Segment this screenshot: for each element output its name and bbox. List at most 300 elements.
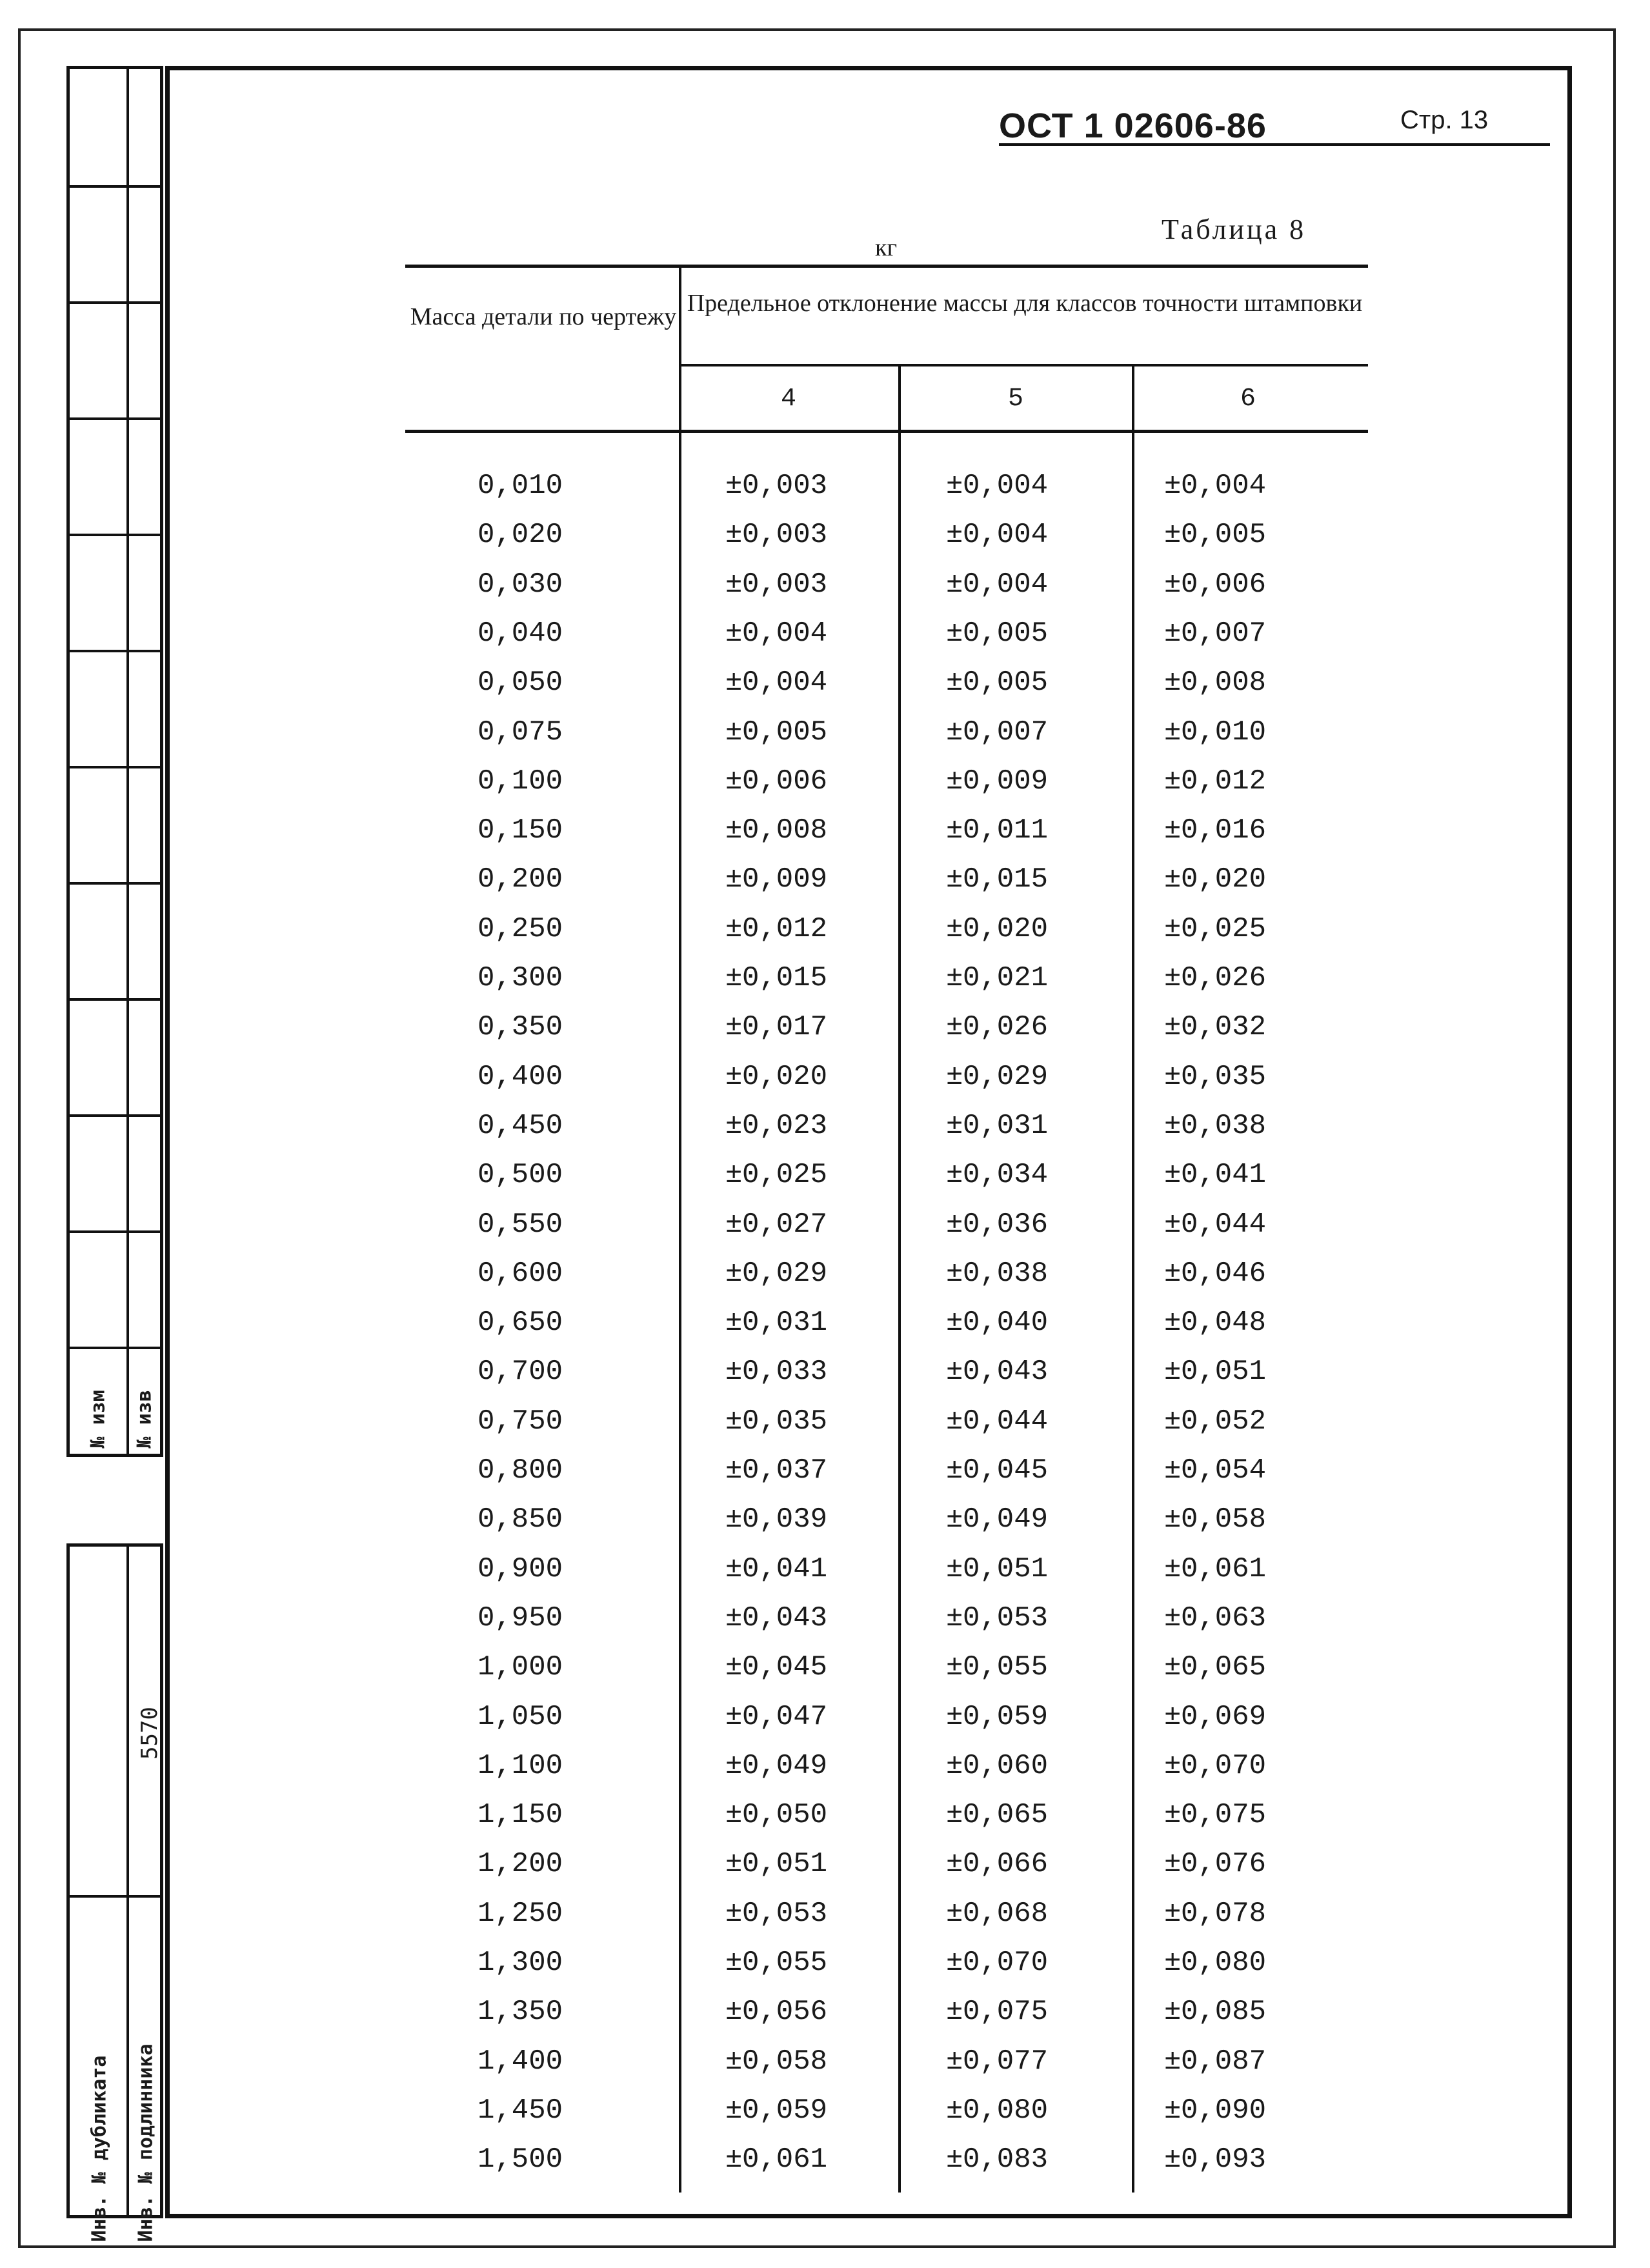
plus-minus-sign: ± bbox=[725, 1848, 743, 1881]
deviation-number: 0,035 bbox=[742, 1405, 828, 1438]
plus-minus-sign: ± bbox=[725, 2045, 743, 2078]
plus-minus-sign: ± bbox=[725, 716, 743, 748]
mass-value: 0,040 bbox=[478, 617, 563, 650]
table-row bbox=[0, 1200, 1650, 1249]
deviation-value-c5 bbox=[946, 1840, 1048, 1889]
deviation-value-c6 bbox=[1164, 757, 1266, 806]
deviation-number: 0,004 bbox=[963, 519, 1049, 552]
mass-value: 1,100 bbox=[478, 1749, 563, 1782]
deviation-number: 0,034 bbox=[963, 1159, 1049, 1192]
deviation-number: 0,003 bbox=[742, 470, 828, 502]
deviation-number: 0,077 bbox=[963, 2045, 1049, 2078]
deviation-value-c4 bbox=[725, 461, 827, 510]
table-row bbox=[0, 1003, 1650, 1052]
deviation-value-c5 bbox=[946, 1003, 1048, 1052]
mass-value: 0,075 bbox=[478, 716, 563, 748]
deviation-number: 0,093 bbox=[1181, 2143, 1267, 2176]
deviation-number: 0,068 bbox=[963, 1897, 1049, 1930]
deviation-number: 0,038 bbox=[1181, 1109, 1267, 1142]
deviation-value-c5 bbox=[946, 1446, 1048, 1495]
plus-minus-sign: ± bbox=[1164, 1356, 1182, 1389]
plus-minus-sign: ± bbox=[946, 1552, 963, 1585]
deviation-value-c6 bbox=[1164, 461, 1266, 510]
plus-minus-sign: ± bbox=[1164, 2143, 1182, 2176]
deviation-value-c4 bbox=[725, 560, 827, 609]
plus-minus-sign: ± bbox=[946, 1454, 963, 1487]
table-row bbox=[0, 1987, 1650, 2036]
table-top-rule bbox=[405, 265, 1368, 268]
plus-minus-sign: ± bbox=[946, 1307, 963, 1340]
deviation-number: 0,020 bbox=[742, 1060, 828, 1093]
deviation-value-c6 bbox=[1164, 1741, 1266, 1791]
deviation-value-c4 bbox=[725, 510, 827, 559]
deviation-number: 0,009 bbox=[963, 765, 1049, 798]
deviation-number: 0,003 bbox=[742, 568, 828, 601]
mass-value: 0,010 bbox=[478, 470, 563, 502]
table-row bbox=[0, 2086, 1650, 2135]
deviation-value-c4 bbox=[725, 905, 827, 954]
deviation-value-c5 bbox=[946, 1052, 1048, 1101]
plus-minus-sign: ± bbox=[1164, 2045, 1182, 2078]
mass-value: 0,700 bbox=[478, 1356, 563, 1389]
deviation-value-c4 bbox=[725, 1692, 827, 1741]
deviation-value-c6 bbox=[1164, 1840, 1266, 1889]
deviation-value-c5 bbox=[946, 1987, 1048, 2036]
plus-minus-sign: ± bbox=[1164, 1947, 1182, 1979]
deviation-value-c4 bbox=[725, 1003, 827, 1052]
deviation-number: 0,075 bbox=[1181, 1799, 1267, 1832]
table-row bbox=[0, 1741, 1650, 1791]
plus-minus-sign: ± bbox=[1164, 814, 1182, 847]
deviation-value-c5 bbox=[946, 855, 1048, 904]
plus-minus-sign: ± bbox=[725, 1405, 743, 1438]
deviation-value-c6 bbox=[1164, 2037, 1266, 2086]
mass-column-header: Масса детали по чертежу bbox=[410, 303, 677, 330]
deviation-value-c6 bbox=[1164, 1298, 1266, 1347]
deviation-number: 0,070 bbox=[1181, 1749, 1267, 1782]
deviation-number: 0,069 bbox=[1181, 1700, 1267, 1733]
deviation-number: 0,050 bbox=[742, 1799, 828, 1832]
deviation-value-c6 bbox=[1164, 1052, 1266, 1101]
table-row bbox=[0, 1446, 1650, 1495]
deviation-number: 0,005 bbox=[742, 716, 828, 748]
deviation-number: 0,063 bbox=[1181, 1601, 1267, 1634]
plus-minus-sign: ± bbox=[725, 765, 743, 798]
plus-minus-sign: ± bbox=[946, 765, 963, 798]
mass-value: 0,020 bbox=[478, 519, 563, 552]
mass-value: 0,650 bbox=[478, 1307, 563, 1340]
plus-minus-sign: ± bbox=[1164, 1601, 1182, 1634]
deviation-number: 0,020 bbox=[963, 912, 1049, 945]
deviation-value-c4 bbox=[725, 1052, 827, 1101]
plus-minus-sign: ± bbox=[946, 617, 963, 650]
unit-label: кг bbox=[875, 234, 898, 261]
deviation-number: 0,031 bbox=[742, 1307, 828, 1340]
mass-value: 0,100 bbox=[478, 765, 563, 798]
mass-value: 0,850 bbox=[478, 1503, 563, 1536]
deviation-value-c4 bbox=[725, 1889, 827, 1938]
deviation-value-c4 bbox=[725, 2086, 827, 2135]
deviation-value-c4 bbox=[725, 708, 827, 757]
table-row bbox=[0, 2135, 1650, 2184]
plus-minus-sign: ± bbox=[946, 1700, 963, 1733]
deviation-number: 0,008 bbox=[742, 814, 828, 847]
table-row bbox=[0, 510, 1650, 559]
table-row bbox=[0, 1545, 1650, 1594]
plus-minus-sign: ± bbox=[1164, 1011, 1182, 1044]
deviation-value-c4 bbox=[725, 609, 827, 658]
deviation-value-c5 bbox=[946, 708, 1048, 757]
deviation-value-c5 bbox=[946, 1791, 1048, 1840]
plus-minus-sign: ± bbox=[725, 1060, 743, 1093]
deviation-number: 0,065 bbox=[1181, 1651, 1267, 1684]
mass-value: 0,030 bbox=[478, 568, 563, 601]
deviation-number: 0,017 bbox=[742, 1011, 828, 1044]
plus-minus-sign: ± bbox=[725, 1159, 743, 1192]
deviation-value-c6 bbox=[1164, 1003, 1266, 1052]
plus-minus-sign: ± bbox=[725, 1897, 743, 1930]
table-row bbox=[0, 905, 1650, 954]
deviation-number: 0,041 bbox=[742, 1552, 828, 1585]
table-row bbox=[0, 1150, 1650, 1199]
deviation-number: 0,006 bbox=[1181, 568, 1267, 601]
table-row bbox=[0, 658, 1650, 707]
original-inventory-number: 5570 bbox=[137, 1707, 163, 1760]
mass-value: 1,450 bbox=[478, 2094, 563, 2127]
deviation-value-c6 bbox=[1164, 560, 1266, 609]
deviation-value-c6 bbox=[1164, 954, 1266, 1003]
deviation-value-c4 bbox=[725, 1840, 827, 1889]
deviation-number: 0,005 bbox=[963, 617, 1049, 650]
class-6-header: 6 bbox=[1240, 385, 1256, 414]
mass-value: 0,400 bbox=[478, 1060, 563, 1093]
plus-minus-sign: ± bbox=[725, 1307, 743, 1340]
plus-minus-sign: ± bbox=[946, 519, 963, 552]
plus-minus-sign: ± bbox=[725, 814, 743, 847]
deviation-number: 0,010 bbox=[1181, 716, 1267, 748]
table-row bbox=[0, 1397, 1650, 1446]
deviation-value-c5 bbox=[946, 658, 1048, 707]
deviation-number: 0,036 bbox=[963, 1208, 1049, 1241]
deviation-number: 0,058 bbox=[742, 2045, 828, 2078]
deviation-number: 0,065 bbox=[963, 1799, 1049, 1832]
deviation-value-c6 bbox=[1164, 1446, 1266, 1495]
deviation-number: 0,076 bbox=[1181, 1848, 1267, 1881]
plus-minus-sign: ± bbox=[725, 1552, 743, 1585]
deviation-number: 0,006 bbox=[742, 765, 828, 798]
mass-value: 0,750 bbox=[478, 1405, 563, 1438]
deviation-number: 0,029 bbox=[742, 1257, 828, 1290]
deviation-number: 0,003 bbox=[742, 519, 828, 552]
deviation-number: 0,037 bbox=[742, 1454, 828, 1487]
plus-minus-sign: ± bbox=[946, 863, 963, 896]
deviation-value-c5 bbox=[946, 461, 1048, 510]
deviation-number: 0,051 bbox=[1181, 1356, 1267, 1389]
plus-minus-sign: ± bbox=[725, 1503, 743, 1536]
deviation-number: 0,054 bbox=[1181, 1454, 1267, 1487]
deviation-number: 0,047 bbox=[742, 1700, 828, 1733]
mass-value: 0,200 bbox=[478, 863, 563, 896]
plus-minus-sign: ± bbox=[725, 1651, 743, 1684]
plus-minus-sign: ± bbox=[1164, 765, 1182, 798]
deviation-number: 0,005 bbox=[1181, 519, 1267, 552]
plus-minus-sign: ± bbox=[946, 1109, 963, 1142]
deviation-number: 0,066 bbox=[963, 1848, 1049, 1881]
deviation-number: 0,016 bbox=[1181, 814, 1267, 847]
plus-minus-sign: ± bbox=[1164, 1996, 1182, 2029]
plus-minus-sign: ± bbox=[1164, 1799, 1182, 1832]
deviation-number: 0,087 bbox=[1181, 2045, 1267, 2078]
plus-minus-sign: ± bbox=[725, 1454, 743, 1487]
deviation-number: 0,083 bbox=[963, 2143, 1049, 2176]
plus-minus-sign: ± bbox=[946, 1257, 963, 1290]
deviation-number: 0,026 bbox=[963, 1011, 1049, 1044]
plus-minus-sign: ± bbox=[946, 2094, 963, 2127]
original-inventory-label: Инв. № подлинника bbox=[134, 2043, 157, 2242]
plus-minus-sign: ± bbox=[1164, 2094, 1182, 2127]
deviation-value-c4 bbox=[725, 1741, 827, 1791]
table-row bbox=[0, 1298, 1650, 1347]
deviation-value-c6 bbox=[1164, 708, 1266, 757]
plus-minus-sign: ± bbox=[946, 1897, 963, 1930]
deviation-number: 0,070 bbox=[963, 1947, 1049, 1979]
deviation-number: 0,061 bbox=[1181, 1552, 1267, 1585]
plus-minus-sign: ± bbox=[1164, 1109, 1182, 1142]
mass-value: 1,500 bbox=[478, 2143, 563, 2176]
deviation-number: 0,029 bbox=[963, 1060, 1049, 1093]
duplicate-inventory-label: Инв. № дубликата bbox=[88, 2055, 111, 2242]
deviation-value-c6 bbox=[1164, 1692, 1266, 1741]
deviation-value-c4 bbox=[725, 1397, 827, 1446]
mass-value: 1,000 bbox=[478, 1651, 563, 1684]
deviation-number: 0,025 bbox=[1181, 912, 1267, 945]
plus-minus-sign: ± bbox=[725, 2143, 743, 2176]
table-row bbox=[0, 1594, 1650, 1643]
plus-minus-sign: ± bbox=[946, 1651, 963, 1684]
deviation-value-c6 bbox=[1164, 806, 1266, 855]
header-underline bbox=[999, 143, 1550, 146]
deviation-number: 0,080 bbox=[1181, 1947, 1267, 1979]
deviation-value-c5 bbox=[946, 2037, 1048, 2086]
plus-minus-sign: ± bbox=[1164, 1651, 1182, 1684]
deviation-value-c5 bbox=[946, 757, 1048, 806]
deviation-value-c5 bbox=[946, 2086, 1048, 2135]
deviation-number: 0,038 bbox=[963, 1257, 1049, 1290]
header-bottom-rule bbox=[405, 430, 1368, 433]
deviation-number: 0,049 bbox=[742, 1749, 828, 1782]
deviation-value-c5 bbox=[946, 1594, 1048, 1643]
plus-minus-sign: ± bbox=[725, 568, 743, 601]
plus-minus-sign: ± bbox=[725, 1799, 743, 1832]
deviation-number: 0,055 bbox=[742, 1947, 828, 1979]
plus-minus-sign: ± bbox=[1164, 1749, 1182, 1782]
deviation-number: 0,080 bbox=[963, 2094, 1049, 2127]
plus-minus-sign: ± bbox=[725, 1947, 743, 1979]
deviation-value-c4 bbox=[725, 855, 827, 904]
deviation-value-c4 bbox=[725, 954, 827, 1003]
deviation-number: 0,053 bbox=[963, 1601, 1049, 1634]
mass-value: 1,350 bbox=[478, 1996, 563, 2029]
plus-minus-sign: ± bbox=[725, 1700, 743, 1733]
table-row bbox=[0, 461, 1650, 510]
plus-minus-sign: ± bbox=[946, 1208, 963, 1241]
plus-minus-sign: ± bbox=[725, 1749, 743, 1782]
plus-minus-sign: ± bbox=[946, 1159, 963, 1192]
plus-minus-sign: ± bbox=[1164, 1208, 1182, 1241]
deviation-number: 0,059 bbox=[742, 2094, 828, 2127]
plus-minus-sign: ± bbox=[946, 814, 963, 847]
plus-minus-sign: ± bbox=[1164, 1552, 1182, 1585]
deviation-number: 0,039 bbox=[742, 1503, 828, 1536]
deviation-value-c4 bbox=[725, 1938, 827, 1987]
table-row bbox=[0, 1347, 1650, 1396]
plus-minus-sign: ± bbox=[946, 667, 963, 699]
mass-value: 0,900 bbox=[478, 1552, 563, 1585]
deviation-value-c6 bbox=[1164, 1987, 1266, 2036]
deviation-number: 0,058 bbox=[1181, 1503, 1267, 1536]
deviation-value-c5 bbox=[946, 1495, 1048, 1544]
plus-minus-sign: ± bbox=[1164, 962, 1182, 994]
deviation-value-c6 bbox=[1164, 1347, 1266, 1396]
deviation-number: 0,059 bbox=[963, 1700, 1049, 1733]
deviation-number: 0,043 bbox=[963, 1356, 1049, 1389]
deviation-number: 0,021 bbox=[963, 962, 1049, 994]
class-5-header: 5 bbox=[1007, 385, 1023, 414]
deviation-value-c4 bbox=[725, 1200, 827, 1249]
deviation-value-c6 bbox=[1164, 658, 1266, 707]
deviation-value-c4 bbox=[725, 1987, 827, 2036]
deviation-value-c5 bbox=[946, 1741, 1048, 1791]
table-row bbox=[0, 1643, 1650, 1692]
deviation-value-c4 bbox=[725, 1643, 827, 1692]
deviation-value-c4 bbox=[725, 1545, 827, 1594]
deviation-value-c5 bbox=[946, 560, 1048, 609]
deviation-number: 0,045 bbox=[963, 1454, 1049, 1487]
deviation-number: 0,031 bbox=[963, 1109, 1049, 1142]
deviation-value-c4 bbox=[725, 1249, 827, 1298]
class-header-rule bbox=[681, 364, 1368, 366]
deviation-value-c5 bbox=[946, 510, 1048, 559]
deviation-number: 0,009 bbox=[742, 863, 828, 896]
table-row bbox=[0, 1840, 1650, 1889]
plus-minus-sign: ± bbox=[725, 617, 743, 650]
plus-minus-sign: ± bbox=[1164, 568, 1182, 601]
plus-minus-sign: ± bbox=[725, 1011, 743, 1044]
table-row bbox=[0, 708, 1650, 757]
mass-value: 0,050 bbox=[478, 667, 563, 699]
mass-value: 1,250 bbox=[478, 1897, 563, 1930]
deviation-number: 0,033 bbox=[742, 1356, 828, 1389]
deviation-number: 0,051 bbox=[963, 1552, 1049, 1585]
plus-minus-sign: ± bbox=[946, 1947, 963, 1979]
deviation-number: 0,012 bbox=[1181, 765, 1267, 798]
deviation-value-c4 bbox=[725, 1101, 827, 1150]
plus-minus-sign: ± bbox=[946, 962, 963, 994]
plus-minus-sign: ± bbox=[1164, 1700, 1182, 1733]
deviation-value-c5 bbox=[946, 1150, 1048, 1199]
deviation-number: 0,052 bbox=[1181, 1405, 1267, 1438]
mass-value: 0,600 bbox=[478, 1257, 563, 1290]
plus-minus-sign: ± bbox=[1164, 1257, 1182, 1290]
plus-minus-sign: ± bbox=[1164, 1454, 1182, 1487]
deviation-value-c6 bbox=[1164, 1249, 1266, 1298]
plus-minus-sign: ± bbox=[725, 667, 743, 699]
page-number: Стр. 13 bbox=[1400, 106, 1489, 134]
plus-minus-sign: ± bbox=[1164, 863, 1182, 896]
plus-minus-sign: ± bbox=[946, 1356, 963, 1389]
deviation-value-c5 bbox=[946, 1938, 1048, 1987]
deviation-value-c6 bbox=[1164, 905, 1266, 954]
deviation-value-c6 bbox=[1164, 2135, 1266, 2184]
deviation-number: 0,027 bbox=[742, 1208, 828, 1241]
plus-minus-sign: ± bbox=[1164, 1897, 1182, 1930]
plus-minus-sign: ± bbox=[725, 1996, 743, 2029]
deviation-value-c5 bbox=[946, 905, 1048, 954]
deviation-number: 0,051 bbox=[742, 1848, 828, 1881]
deviation-number: 0,015 bbox=[742, 962, 828, 994]
plus-minus-sign: ± bbox=[725, 519, 743, 552]
table-row bbox=[0, 1052, 1650, 1101]
deviation-value-c5 bbox=[946, 1298, 1048, 1347]
deviation-value-c6 bbox=[1164, 855, 1266, 904]
plus-minus-sign: ± bbox=[725, 1601, 743, 1634]
deviation-value-c6 bbox=[1164, 1791, 1266, 1840]
deviation-number: 0,023 bbox=[742, 1109, 828, 1142]
deviation-value-c4 bbox=[725, 1298, 827, 1347]
deviation-value-c6 bbox=[1164, 510, 1266, 559]
table-row bbox=[0, 1249, 1650, 1298]
deviation-value-c5 bbox=[946, 1347, 1048, 1396]
deviation-value-c5 bbox=[946, 1692, 1048, 1741]
plus-minus-sign: ± bbox=[1164, 1307, 1182, 1340]
notice-number-label: № изв bbox=[133, 1390, 156, 1449]
mass-value: 0,300 bbox=[478, 962, 563, 994]
deviation-value-c5 bbox=[946, 1397, 1048, 1446]
plus-minus-sign: ± bbox=[946, 470, 963, 502]
plus-minus-sign: ± bbox=[1164, 1405, 1182, 1438]
deviation-number: 0,015 bbox=[963, 863, 1049, 896]
deviation-number: 0,049 bbox=[963, 1503, 1049, 1536]
plus-minus-sign: ± bbox=[725, 1356, 743, 1389]
plus-minus-sign: ± bbox=[946, 1503, 963, 1536]
mass-value: 1,200 bbox=[478, 1848, 563, 1881]
deviation-number: 0,078 bbox=[1181, 1897, 1267, 1930]
plus-minus-sign: ± bbox=[946, 1405, 963, 1438]
plus-minus-sign: ± bbox=[946, 568, 963, 601]
table-row bbox=[0, 757, 1650, 806]
deviation-value-c5 bbox=[946, 1545, 1048, 1594]
plus-minus-sign: ± bbox=[946, 1848, 963, 1881]
deviation-value-c6 bbox=[1164, 1495, 1266, 1544]
plus-minus-sign: ± bbox=[946, 1799, 963, 1832]
deviation-number: 0,012 bbox=[742, 912, 828, 945]
table-row bbox=[0, 1791, 1650, 1840]
strip-line bbox=[70, 185, 160, 188]
plus-minus-sign: ± bbox=[946, 2143, 963, 2176]
plus-minus-sign: ± bbox=[1164, 912, 1182, 945]
table-row bbox=[0, 954, 1650, 1003]
deviation-number: 0,026 bbox=[1181, 962, 1267, 994]
deviation-value-c4 bbox=[725, 1150, 827, 1199]
deviation-number: 0,041 bbox=[1181, 1159, 1267, 1192]
plus-minus-sign: ± bbox=[1164, 716, 1182, 748]
deviation-number: 0,004 bbox=[742, 617, 828, 650]
deviation-number: 0,090 bbox=[1181, 2094, 1267, 2127]
plus-minus-sign: ± bbox=[725, 470, 743, 502]
deviation-value-c6 bbox=[1164, 1101, 1266, 1150]
deviation-value-c4 bbox=[725, 1446, 827, 1495]
mass-value: 0,950 bbox=[478, 1601, 563, 1634]
